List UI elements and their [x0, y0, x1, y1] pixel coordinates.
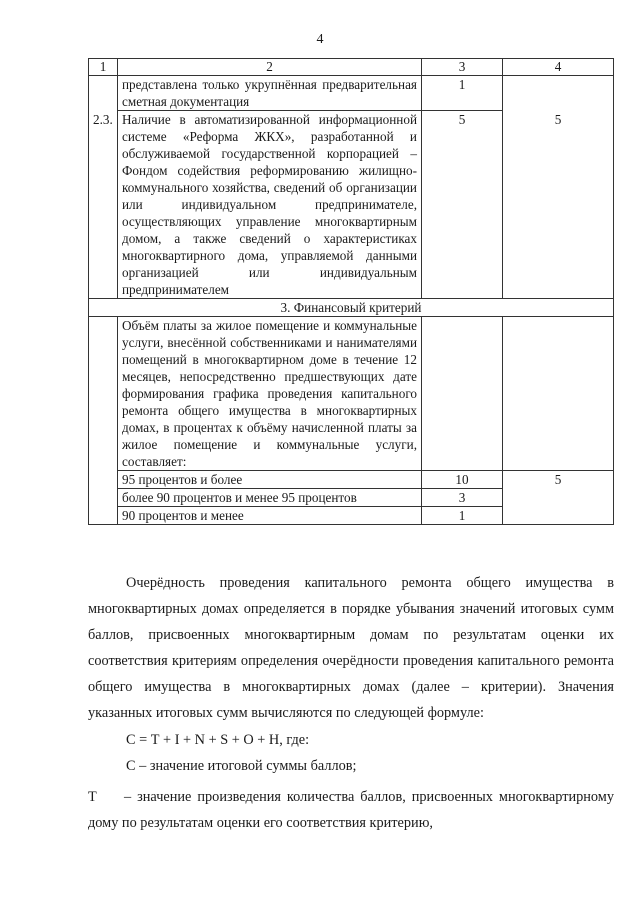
criterion-text: Наличие в автоматизированной информационной системе «Реформа ЖКХ», разработанной и обслуживаемой государственной корпорацией – Фондом содействия реформированию жилищно-коммунального хозяйства, сведений об организации или индивидуальном предпринимателе, осуществляющих управление многоквартирным домом, а также сведений о характеристиках многоквартирного дома, управляемой данными организацией или индивидуальным предпринимателем	[118, 111, 422, 299]
section-row	[89, 299, 614, 317]
option-score: 10	[422, 471, 503, 489]
column-header: 3	[422, 59, 503, 76]
option-score: 1	[422, 507, 503, 525]
criterion-score: 5	[422, 111, 503, 299]
definition-t-lead: Т	[88, 789, 97, 805]
criterion-weight: 5	[503, 471, 614, 525]
section-title: 3. Финансовый критерий	[89, 299, 614, 317]
table-row	[89, 317, 614, 471]
criterion-score: 1	[422, 76, 503, 111]
option-text: 90 процентов и менее	[118, 507, 422, 525]
option-text: 95 процентов и более	[118, 471, 422, 489]
option-text: более 90 процентов и менее 95 процентов	[118, 489, 422, 507]
option-row	[89, 471, 614, 489]
column-header: 2	[118, 59, 422, 76]
criterion-number: 2.3.	[89, 111, 118, 299]
formula: С = Т + I + N + S + O + H, где:	[126, 732, 310, 748]
definition-t	[88, 784, 614, 836]
table-header-row	[89, 59, 614, 76]
definition-t-text: – значение произведения количества баллов, присвоенных многоквартирному дому по результатам оценки его соответствия критерию,	[88, 789, 615, 831]
column-header: 1	[89, 59, 118, 76]
option-score: 3	[422, 489, 503, 507]
definition-c: С – значение итоговой суммы баллов;	[126, 758, 357, 774]
table-row	[89, 76, 614, 111]
column-header: 4	[503, 59, 614, 76]
criterion-text: представлена только укрупнённая предварительная сметная документация	[118, 76, 422, 111]
criterion-weight: 5	[503, 111, 614, 299]
criterion-text: Объём платы за жилое помещение и коммунальные услуги, внесённой собственниками и нанимателями помещений в многоквартирном доме в течение 12 месяцев, непосредственно предшествующих дате формирования графика проведения капитального ремонта общего имущества в многоквартирных домах, в процентах к объёму начисленной платы за жилое помещение и коммунальные услуги, составляет:	[118, 317, 422, 471]
page-number: 4	[316, 32, 324, 47]
table-row	[89, 111, 614, 299]
paragraph: Очерёдность проведения капитального ремонта общего имущества в многоквартирных домах определяется в порядке убывания значений итоговых сумм баллов, присвоенных многоквартирным домам по результатам оценки их соответствия критериям определения очерёдности проведения капитального ремонта общего имущества в многоквартирных домах (далее – критерии). Значения указанных итоговых сумм вычисляются по следующей формуле:	[88, 575, 614, 721]
criteria-table	[88, 58, 614, 525]
